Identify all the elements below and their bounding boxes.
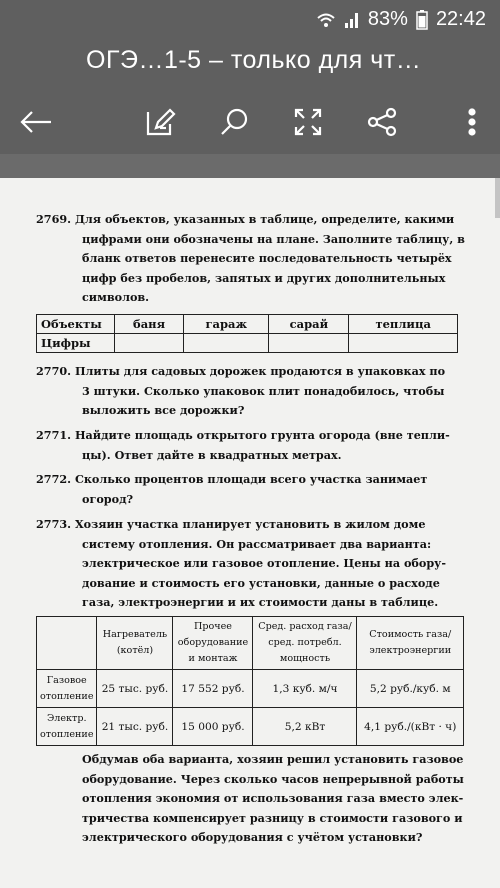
problem-line: цифр без пробелов, запятых и других дополнительных bbox=[82, 270, 446, 285]
table-header-cell bbox=[37, 617, 97, 670]
document-page[interactable] bbox=[0, 178, 500, 888]
status-bar bbox=[0, 0, 500, 38]
table-cell: 1,3 куб. м/ч bbox=[253, 670, 357, 708]
back-arrow-icon[interactable] bbox=[12, 98, 60, 146]
table-cell: сарай bbox=[269, 315, 349, 334]
document-title: ОГЭ…1-5 – только для чт… bbox=[86, 46, 422, 74]
table-header-cell: Сред. расход газа/ сред. потребл. мощность bbox=[253, 617, 357, 670]
table-cell: 17 552 руб. bbox=[173, 670, 253, 708]
edit-icon[interactable] bbox=[136, 98, 184, 146]
toolbar bbox=[0, 90, 500, 154]
table-row bbox=[37, 708, 464, 746]
clock: 22:42 bbox=[435, 8, 486, 30]
problem-line: цифрами они обозначены на плане. Заполните таблицу, в bbox=[82, 231, 465, 246]
fullscreen-icon[interactable] bbox=[284, 98, 332, 146]
answer-cell bbox=[184, 334, 269, 353]
problem-2772 bbox=[36, 470, 466, 509]
problem-line: дование и стоимость его установки, данные о расходе bbox=[82, 575, 440, 590]
problem-number: 2769. bbox=[36, 212, 72, 226]
comparison-table bbox=[36, 616, 464, 746]
problem-line: электрическое или газовое отопление. Цены на обору- bbox=[82, 556, 446, 570]
problem-line: отопления экономия от использования газа вместо элек- bbox=[82, 791, 464, 805]
table-row bbox=[37, 617, 464, 670]
table-row-label: Электр. отопление bbox=[37, 708, 97, 746]
problem-number: 2771. bbox=[36, 428, 72, 442]
problem-line: Найдите площадь открытого грунта огорода (вне тепли- bbox=[74, 428, 450, 442]
table-row-label: Газовое отопление bbox=[37, 670, 97, 708]
share-icon[interactable] bbox=[358, 98, 406, 146]
problem-line: Плиты для садовых дорожек продаются в упаковках по bbox=[74, 364, 446, 378]
objects-table bbox=[36, 314, 458, 353]
status-indicators bbox=[316, 8, 486, 31]
problem-2773-question bbox=[82, 750, 466, 848]
problem-line: Хозяин участка планирует установить в жилом доме bbox=[74, 517, 426, 531]
table-cell: 21 тыс. руб. bbox=[97, 708, 173, 746]
table-header-cell: Объекты bbox=[37, 315, 115, 334]
problem-line: бланк ответов перенесите последовательность четырёх bbox=[82, 251, 452, 265]
problem-line: 3 штуки. Сколько упаковок плит понадобилось, чтобы bbox=[82, 383, 445, 398]
table-header-cell: Стоимость газа/ электроэнергии bbox=[357, 617, 464, 670]
table-row bbox=[37, 334, 458, 353]
table-cell: гараж bbox=[184, 315, 269, 334]
problem-line: символов. bbox=[82, 290, 150, 304]
battery-icon bbox=[416, 10, 428, 30]
answer-cell bbox=[115, 334, 184, 353]
page-gap bbox=[0, 154, 500, 178]
answer-cell bbox=[349, 334, 458, 353]
table-cell: 4,1 руб./(кВт · ч) bbox=[357, 708, 464, 746]
problem-line: газа, электроэнергии и их стоимости даны в таблице. bbox=[82, 595, 439, 609]
problem-line: выложить все дорожки? bbox=[82, 403, 245, 417]
problem-line: огород? bbox=[82, 491, 134, 506]
table-header-cell: Цифры bbox=[37, 334, 115, 353]
problem-number: 2770. bbox=[36, 364, 72, 378]
problem-2769 bbox=[36, 210, 466, 308]
answer-cell bbox=[269, 334, 349, 353]
problem-line: Для объектов, указанных в таблице, определите, какими bbox=[74, 212, 455, 226]
problem-2773 bbox=[36, 515, 466, 613]
problem-line: тричества компенсирует разницу в стоимости газового и bbox=[82, 810, 463, 825]
more-vertical-icon[interactable] bbox=[448, 98, 496, 146]
battery-percent: 83% bbox=[367, 8, 408, 30]
table-cell: баня bbox=[115, 315, 184, 334]
problem-number: 2772. bbox=[36, 472, 72, 486]
signal-icon bbox=[344, 11, 360, 29]
problem-2771 bbox=[36, 426, 466, 465]
table-header-cell: Нагреватель (котёл) bbox=[97, 617, 173, 670]
wifi-icon bbox=[316, 11, 336, 29]
table-cell: 5,2 кВт bbox=[253, 708, 357, 746]
table-row bbox=[37, 670, 464, 708]
table-header-cell: Прочее оборудование и монтаж bbox=[173, 617, 253, 670]
table-row bbox=[37, 315, 458, 334]
table-cell: 25 тыс. руб. bbox=[97, 670, 173, 708]
scroll-handle[interactable] bbox=[495, 178, 500, 218]
problem-line: электрического оборудования с учётом установки? bbox=[82, 830, 423, 844]
problem-2770 bbox=[36, 362, 466, 421]
table-cell: 15 000 руб. bbox=[173, 708, 253, 746]
problem-line: Обдумав оба варианта, хозяин решил установить газовое bbox=[82, 752, 464, 766]
problem-line: систему отопления. Он рассматривает два варианта: bbox=[82, 536, 432, 551]
table-cell: 5,2 руб./куб. м bbox=[357, 670, 464, 708]
problem-line: Сколько процентов площади всего участка занимает bbox=[74, 472, 428, 486]
search-icon[interactable] bbox=[210, 98, 258, 146]
problem-number: 2773. bbox=[36, 517, 72, 531]
app-title-bar bbox=[0, 38, 500, 90]
table-cell: теплица bbox=[349, 315, 458, 334]
problem-line: цы). Ответ дайте в квадратных метрах. bbox=[82, 447, 342, 462]
problem-line: оборудование. Через сколько часов непрерывной работы bbox=[82, 771, 464, 786]
